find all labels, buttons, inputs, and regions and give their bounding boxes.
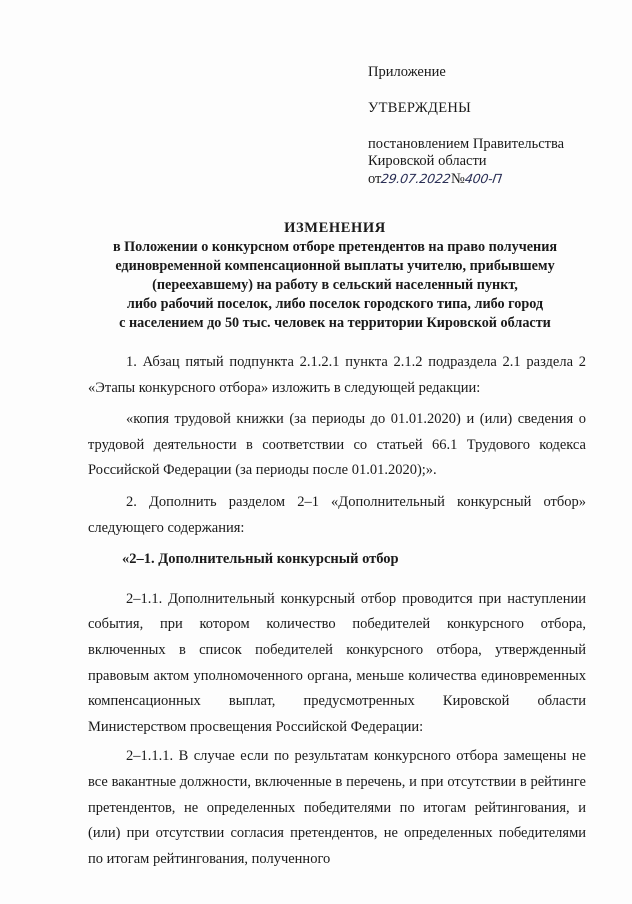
title-line: в Положении о конкурсном отборе претендентов на право получения <box>112 239 558 255</box>
number-prefix: № <box>450 171 465 187</box>
title-line: с населением до 50 тыс. человек на территории Кировской области <box>119 315 551 331</box>
title-line: единовременной компенсационной выплаты учителю, прибывшему <box>115 258 555 274</box>
section-heading: «2–1. Дополнительный конкурсный отбор <box>122 551 399 568</box>
paragraph-1: 1. Абзац пятый подпункта 2.1.2.1 пункта 2.1.2 подраздела 2.1 раздела 2 «Этапы конкурсного отбора» изложить в следующей редакции: <box>88 354 586 396</box>
resolution-date-line <box>368 170 608 188</box>
title-line: (переехавшему) на работу в сельский населенный пункт, <box>152 277 518 293</box>
date-prefix: от <box>368 171 382 187</box>
handwritten-date: 29.07.2022 <box>380 171 453 186</box>
paragraph-3: 2. Дополнить разделом 2–1 «Дополнительный конкурсный отбор» следующего содержания: <box>88 493 586 536</box>
paragraph-2: «копия трудовой книжки (за периоды до 01.01.2020) и (или) сведения о трудовой деятельности в соответствии со статьей 66.1 Трудового кодекса Российской Федерации (за периоды после 01.01.2020);». <box>88 411 586 479</box>
handwritten-number: 400-П <box>463 171 503 186</box>
appendix-label: Приложение <box>368 64 446 80</box>
paragraph-5: 2–1.1.1. В случае если по результатам конкурсного отбора замещены не все вакантные должности, включенные в перечень, и при отсутствии в рейтинге претендентов, не определенных победителями по итогам рейтингования, и (или) при отсутствии согласия претендентов, не определенных победителями по итогам рейтингования, полученного <box>88 748 586 867</box>
title-line: либо рабочий поселок, либо поселок городского типа, либо город <box>126 296 544 312</box>
approval-block <box>368 64 608 188</box>
approved-label: УТВЕРЖДЕНЫ <box>368 100 472 116</box>
resolution-line-1: постановлением Правительства <box>368 136 565 152</box>
document-title <box>60 219 610 333</box>
title-main: ИЗМЕНЕНИЯ <box>284 220 386 236</box>
document-body <box>88 350 586 872</box>
resolution-line-2: Кировской области <box>368 153 487 169</box>
paragraph-4: 2–1.1. Дополнительный конкурсный отбор проводится при наступлении события, при котором количество победителей конкурсного отбора, включенных в список победителей конкурсного отбора, утвержденный правовым актом уполномоченного органа, меньше количества единовременных компенсационных выплат, предусмотренных Кировской области Министерством просвещения Российской Федерации: <box>88 590 586 735</box>
